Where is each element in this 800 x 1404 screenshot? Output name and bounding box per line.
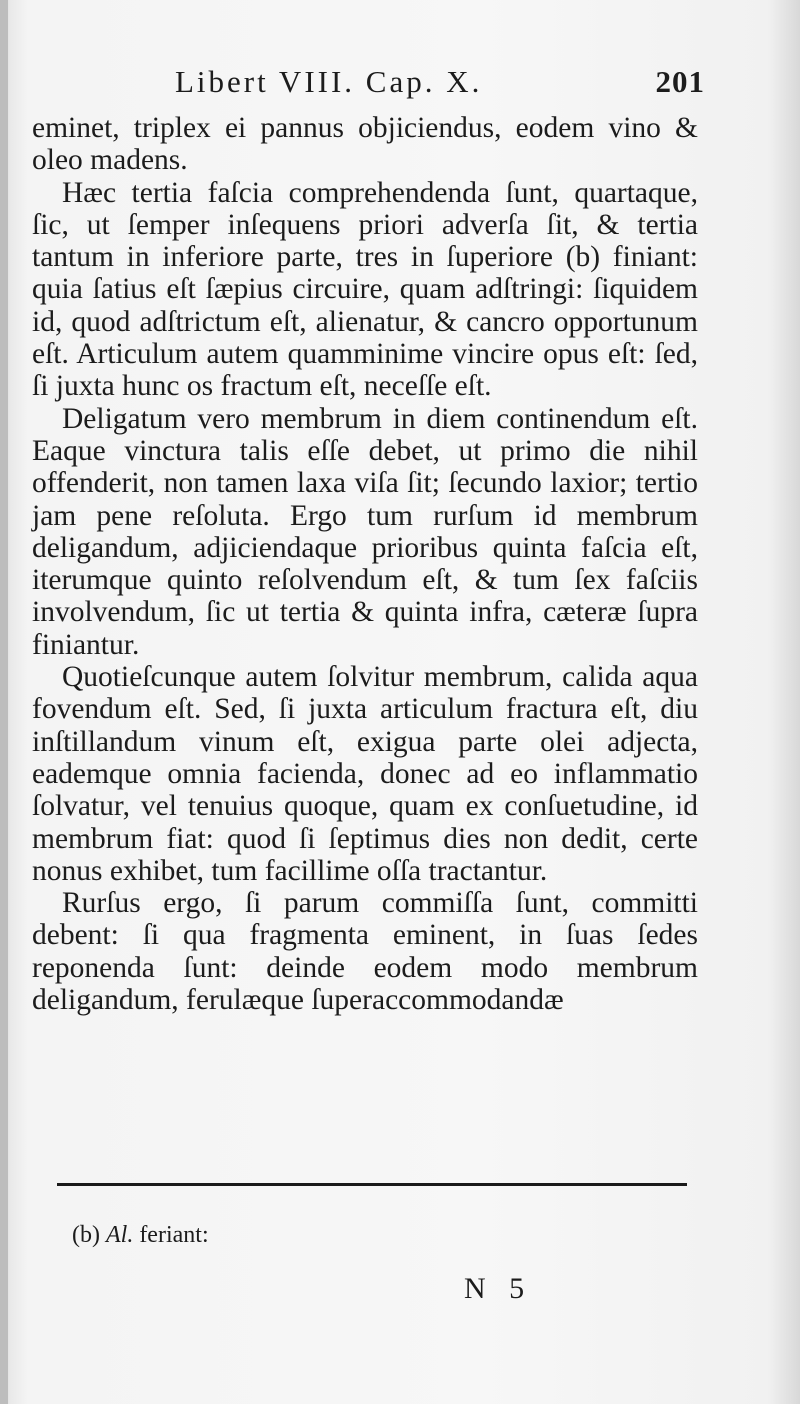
running-head-title: Libert VIII. Cap. X. <box>175 64 483 99</box>
paragraph: Deligatum vero membrum in diem continendum eſt. Eaque vinctura talis eſſe debet, ut primo die nihil offenderit, non tamen laxa viſa ſit; ſecundo laxior; tertio jam pene reſoluta. Ergo tum rurſum id membrum deligandum, adjiciendaque prioribus quinta faſcia eſt, iterumque quinto reſolvendum eſt, & tum ſex faſciis involvendum, ſic ut tertia & quinta infra, cæteræ ſupra finiantur. <box>32 402 698 661</box>
footnote-rule <box>57 1183 687 1186</box>
footnote-text: feriant: <box>139 1222 209 1248</box>
running-head <box>175 64 705 104</box>
paragraph-continued: eminet, triplex ei pannus objiciendus, eodem vino & oleo madens. <box>32 112 698 177</box>
body-text <box>32 112 698 1016</box>
footnote <box>72 1222 209 1249</box>
footnote-marker: (b) <box>72 1222 100 1248</box>
paragraph: Quotieſcunque autem ſolvitur membrum, calida aqua fovendum eſt. Sed, ſi juxta articulum fractura eſt, diu inſtillandum vinum eſt, exigua parte olei adjecta, eademque omnia facienda, donec ad eo inflammatio ſolvatur, vel tenuius quoque, quam ex conſuetudine, id membrum fiat: quod ſi ſeptimus dies non dedit, certe nonus exhibet, tum facillime oſſa tractantur. <box>32 661 698 887</box>
paragraph: Hæc tertia faſcia comprehendenda ſunt, quartaque, ſic, ut ſemper inſequens priori adverſa ſit, & tertia tantum in inferiore parte, tres in ſuperiore (b) finiant: quia ſatius eſt ſæpius circuire, quam adſtringi: ſiquidem id, quod adſtrictum eſt, alienatur, & cancro opportunum eſt. Articulum autem quamminime vincire opus eſt: ſed, ſi juxta hunc os fractum eſt, neceſſe eſt. <box>32 176 698 403</box>
page-edge <box>0 0 8 1404</box>
footnote-abbreviation: Al. <box>105 1222 134 1248</box>
page-number: 201 <box>655 64 705 99</box>
signature-mark: N 5 <box>464 1272 533 1305</box>
paragraph: Rurſus ergo, ſi parum commiſſa ſunt, committi debent: ſi qua fragmenta eminent, in ſuas ſedes reponenda ſunt: deinde eodem modo membrum deligandum, ferulæque ſuperaccommodandæ <box>32 887 698 1017</box>
